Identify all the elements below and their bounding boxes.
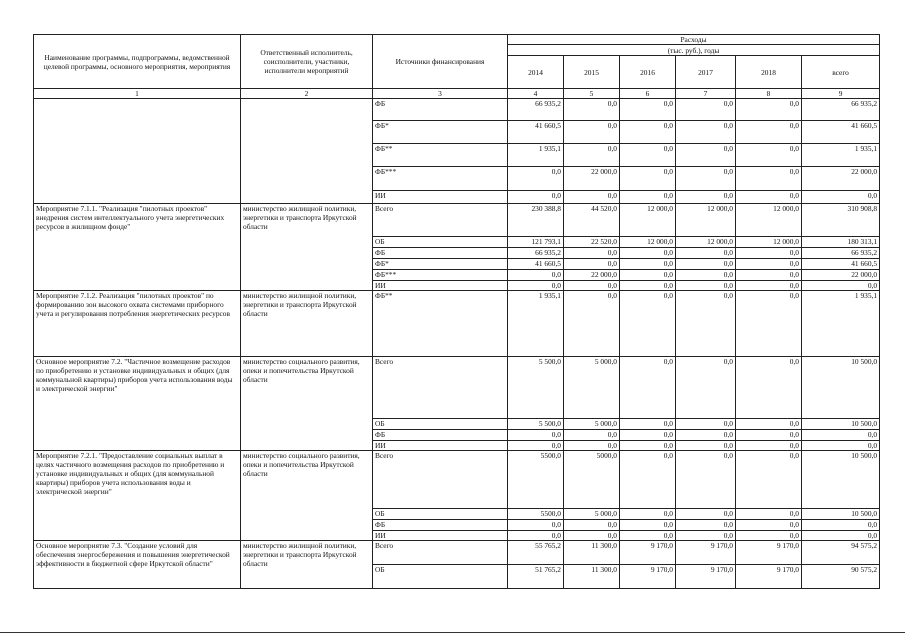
amount-cell: 12 000,0 bbox=[736, 204, 802, 237]
amount-cell: 0,0 bbox=[620, 291, 676, 357]
amount-cell: 0,0 bbox=[564, 520, 620, 531]
amount-cell: 0,0 bbox=[620, 430, 676, 441]
amount-cell: 0,0 bbox=[676, 144, 736, 167]
amount-cell: 11 300,0 bbox=[564, 565, 620, 589]
amount-cell: 121 793,1 bbox=[508, 237, 564, 248]
amount-cell: 22 000,0 bbox=[802, 270, 880, 281]
amount-cell: 1 935,1 bbox=[802, 291, 880, 357]
header-funding-source: Источники финансирования bbox=[373, 35, 508, 89]
header-year: всего bbox=[802, 56, 880, 89]
program-name-cell: Основное мероприятие 7.3. "Создание условий для обеспечения энергосбережения и повышения энергетической эффективности в бюджетной сфере Иркутской области" bbox=[34, 541, 241, 589]
amount-cell: 0,0 bbox=[508, 520, 564, 531]
funding-source-cell: ФБ** bbox=[373, 144, 508, 167]
funding-source-cell: ФБ** bbox=[373, 291, 508, 357]
amount-cell: 0,0 bbox=[676, 191, 736, 204]
funding-source-cell: ФБ bbox=[373, 430, 508, 441]
amount-cell: 1 935,1 bbox=[802, 144, 880, 167]
amount-cell: 0,0 bbox=[676, 357, 736, 419]
amount-cell: 0,0 bbox=[802, 430, 880, 441]
header-year: 2016 bbox=[620, 56, 676, 89]
amount-cell: 9 170,0 bbox=[620, 541, 676, 565]
funding-source-cell: Всего bbox=[373, 451, 508, 509]
header-column-number: 3 bbox=[373, 89, 508, 99]
amount-cell: 0,0 bbox=[620, 270, 676, 281]
amount-cell: 0,0 bbox=[676, 451, 736, 509]
amount-cell: 12 000,0 bbox=[676, 237, 736, 248]
responsible-cell bbox=[241, 99, 373, 204]
amount-cell: 5500,0 bbox=[508, 451, 564, 509]
amount-cell: 0,0 bbox=[564, 99, 620, 121]
amount-cell: 180 313,1 bbox=[802, 237, 880, 248]
amount-cell: 41 660,5 bbox=[802, 121, 880, 144]
responsible-cell: министерство жилищной политики, энергетики и транспорта Иркутской области bbox=[241, 541, 373, 589]
table-row bbox=[34, 204, 880, 237]
amount-cell: 66 935,2 bbox=[802, 99, 880, 121]
amount-cell: 0,0 bbox=[802, 531, 880, 541]
amount-cell: 0,0 bbox=[736, 509, 802, 520]
amount-cell: 0,0 bbox=[676, 291, 736, 357]
funding-source-cell: Всего bbox=[373, 204, 508, 237]
responsible-cell: министерство жилищной политики, энергетики и транспорта Иркутской области bbox=[241, 204, 373, 291]
funding-source-cell: ФБ bbox=[373, 248, 508, 259]
amount-cell: 0,0 bbox=[564, 121, 620, 144]
amount-cell: 11 300,0 bbox=[564, 541, 620, 565]
amount-cell: 0,0 bbox=[620, 531, 676, 541]
amount-cell: 0,0 bbox=[564, 191, 620, 204]
table-row bbox=[34, 291, 880, 357]
amount-cell: 51 765,2 bbox=[508, 565, 564, 589]
page-bottom-edge bbox=[0, 632, 905, 633]
header-expenses: Расходы bbox=[508, 35, 880, 45]
funding-source-cell: ИИ bbox=[373, 531, 508, 541]
amount-cell: 0,0 bbox=[802, 191, 880, 204]
amount-cell: 41 660,5 bbox=[508, 121, 564, 144]
amount-cell: 0,0 bbox=[736, 191, 802, 204]
amount-cell: 0,0 bbox=[736, 99, 802, 121]
amount-cell: 66 935,2 bbox=[802, 248, 880, 259]
amount-cell: 0,0 bbox=[620, 520, 676, 531]
program-name-cell: Мероприятие 7.1.2. Реализация "пилотных проектов" по формированию зон высокого охвата системами приборного учета и регулирования потребления энергетических ресурсов bbox=[34, 291, 241, 357]
amount-cell: 0,0 bbox=[620, 144, 676, 167]
amount-cell: 0,0 bbox=[564, 248, 620, 259]
amount-cell: 0,0 bbox=[508, 441, 564, 451]
amount-cell: 0,0 bbox=[676, 441, 736, 451]
funding-source-cell: ФБ bbox=[373, 99, 508, 121]
header-column-number: 6 bbox=[620, 89, 676, 99]
amount-cell: 0,0 bbox=[676, 509, 736, 520]
header-column-number: 4 bbox=[508, 89, 564, 99]
amount-cell: 0,0 bbox=[620, 99, 676, 121]
amount-cell: 0,0 bbox=[736, 357, 802, 419]
amount-cell: 41 660,5 bbox=[802, 259, 880, 270]
amount-cell: 0,0 bbox=[736, 291, 802, 357]
program-name-cell: Мероприятие 7.1.1. "Реализация "пилотных проектов" внедрения систем интеллектуального учета энергетических ресурсов в жилищном фонде" bbox=[34, 204, 241, 291]
amount-cell: 0,0 bbox=[676, 270, 736, 281]
amount-cell: 0,0 bbox=[620, 419, 676, 430]
amount-cell: 1 935,1 bbox=[508, 144, 564, 167]
amount-cell: 0,0 bbox=[802, 281, 880, 291]
amount-cell: 66 935,2 bbox=[508, 99, 564, 121]
funding-source-cell: ИИ bbox=[373, 191, 508, 204]
amount-cell: 0,0 bbox=[736, 167, 802, 191]
amount-cell: 12 000,0 bbox=[620, 204, 676, 237]
amount-cell: 0,0 bbox=[620, 451, 676, 509]
amount-cell: 0,0 bbox=[564, 259, 620, 270]
amount-cell: 0,0 bbox=[508, 191, 564, 204]
amount-cell: 0,0 bbox=[620, 259, 676, 270]
amount-cell: 44 520,0 bbox=[564, 204, 620, 237]
amount-cell: 22 000,0 bbox=[564, 270, 620, 281]
amount-cell: 10 500,0 bbox=[802, 509, 880, 520]
amount-cell: 0,0 bbox=[676, 520, 736, 531]
amount-cell: 310 908,8 bbox=[802, 204, 880, 237]
amount-cell: 55 765,2 bbox=[508, 541, 564, 565]
amount-cell: 5 500,0 bbox=[508, 419, 564, 430]
amount-cell: 5 000,0 bbox=[564, 419, 620, 430]
header-year: 2018 bbox=[736, 56, 802, 89]
amount-cell: 0,0 bbox=[508, 167, 564, 191]
header-responsible: Ответственный исполнитель, соисполнители, участники, исполнители мероприятий bbox=[241, 35, 373, 89]
amount-cell: 0,0 bbox=[736, 451, 802, 509]
amount-cell: 0,0 bbox=[676, 419, 736, 430]
table-row bbox=[34, 541, 880, 565]
funding-source-cell: ФБ*** bbox=[373, 270, 508, 281]
amount-cell: 0,0 bbox=[676, 248, 736, 259]
amount-cell: 0,0 bbox=[508, 430, 564, 441]
amount-cell: 12 000,0 bbox=[676, 204, 736, 237]
table-row bbox=[34, 451, 880, 509]
header-column-number: 5 bbox=[564, 89, 620, 99]
amount-cell: 9 170,0 bbox=[736, 565, 802, 589]
amount-cell: 0,0 bbox=[736, 419, 802, 430]
amount-cell: 5500,0 bbox=[508, 509, 564, 520]
amount-cell: 0,0 bbox=[620, 281, 676, 291]
amount-cell: 0,0 bbox=[802, 520, 880, 531]
amount-cell: 12 000,0 bbox=[736, 237, 802, 248]
amount-cell: 0,0 bbox=[620, 509, 676, 520]
table-row bbox=[34, 357, 880, 419]
amount-cell: 0,0 bbox=[676, 259, 736, 270]
funding-source-cell: ФБ* bbox=[373, 121, 508, 144]
funding-source-cell: ФБ bbox=[373, 520, 508, 531]
program-name-cell bbox=[34, 99, 241, 204]
amount-cell: 0,0 bbox=[736, 430, 802, 441]
amount-cell: 41 660,5 bbox=[508, 259, 564, 270]
table-row bbox=[34, 99, 880, 121]
funding-source-cell: ФБ*** bbox=[373, 167, 508, 191]
funding-source-cell: ИИ bbox=[373, 441, 508, 451]
funding-source-cell: ОБ bbox=[373, 237, 508, 248]
amount-cell: 9 170,0 bbox=[676, 541, 736, 565]
header-column-number: 9 bbox=[802, 89, 880, 99]
amount-cell: 5 500,0 bbox=[508, 357, 564, 419]
amount-cell: 0,0 bbox=[620, 357, 676, 419]
amount-cell: 0,0 bbox=[508, 531, 564, 541]
funding-source-cell: Всего bbox=[373, 357, 508, 419]
header-year: 2015 bbox=[564, 56, 620, 89]
amount-cell: 94 575,2 bbox=[802, 541, 880, 565]
header-column-number: 7 bbox=[676, 89, 736, 99]
funding-source-cell: ИИ bbox=[373, 281, 508, 291]
amount-cell: 9 170,0 bbox=[620, 565, 676, 589]
amount-cell: 0,0 bbox=[564, 144, 620, 167]
amount-cell: 0,0 bbox=[676, 99, 736, 121]
budget-table bbox=[33, 34, 880, 589]
amount-cell: 0,0 bbox=[508, 281, 564, 291]
amount-cell: 66 935,2 bbox=[508, 248, 564, 259]
amount-cell: 0,0 bbox=[620, 191, 676, 204]
amount-cell: 0,0 bbox=[620, 167, 676, 191]
responsible-cell: министерство жилищной политики, энергетики и транспорта Иркутской области bbox=[241, 291, 373, 357]
header-column-number: 1 bbox=[34, 89, 241, 99]
header-units: (тыс. руб.), годы bbox=[508, 45, 880, 56]
amount-cell: 0,0 bbox=[736, 270, 802, 281]
funding-source-cell: ОБ bbox=[373, 509, 508, 520]
amount-cell: 10 500,0 bbox=[802, 419, 880, 430]
amount-cell: 0,0 bbox=[620, 248, 676, 259]
funding-source-cell: ОБ bbox=[373, 565, 508, 589]
amount-cell: 5 000,0 bbox=[564, 357, 620, 419]
header-program-name: Наименование программы, подпрограммы, ведомственной целевой программы, основного мероприятия, мероприятия bbox=[34, 35, 241, 89]
amount-cell: 0,0 bbox=[620, 121, 676, 144]
amount-cell: 22 000,0 bbox=[564, 167, 620, 191]
amount-cell: 9 170,0 bbox=[676, 565, 736, 589]
amount-cell: 0,0 bbox=[736, 281, 802, 291]
funding-source-cell: ФБ* bbox=[373, 259, 508, 270]
amount-cell: 9 170,0 bbox=[736, 541, 802, 565]
amount-cell: 0,0 bbox=[676, 167, 736, 191]
header-column-number: 8 bbox=[736, 89, 802, 99]
amount-cell: 10 500,0 bbox=[802, 451, 880, 509]
amount-cell: 5000,0 bbox=[564, 451, 620, 509]
funding-source-cell: Всего bbox=[373, 541, 508, 565]
amount-cell: 90 575,2 bbox=[802, 565, 880, 589]
amount-cell: 0,0 bbox=[736, 121, 802, 144]
amount-cell: 0,0 bbox=[564, 531, 620, 541]
responsible-cell: министерство социального развития, опеки и попечительства Иркутской области bbox=[241, 451, 373, 541]
program-name-cell: Мероприятие 7.2.1. "Предоставление социальных выплат в целях частичного возмещения расходов по приобретению и установке индивидуальных и общих (для коммунальной квартиры) приборов учета использования воды и электрической энергии" bbox=[34, 451, 241, 541]
amount-cell: 1 935,1 bbox=[508, 291, 564, 357]
amount-cell: 0,0 bbox=[736, 441, 802, 451]
amount-cell: 0,0 bbox=[736, 520, 802, 531]
amount-cell: 10 500,0 bbox=[802, 357, 880, 419]
amount-cell: 12 000,0 bbox=[620, 237, 676, 248]
header-year: 2014 bbox=[508, 56, 564, 89]
amount-cell: 0,0 bbox=[736, 259, 802, 270]
amount-cell: 0,0 bbox=[802, 441, 880, 451]
amount-cell: 0,0 bbox=[736, 248, 802, 259]
program-name-cell: Основное мероприятие 7.2. "Частичное возмещение расходов по приобретению и установке индивидуальных и общих (для коммунальной квартиры) приборов учета использования воды и электрической энергии" bbox=[34, 357, 241, 451]
amount-cell: 0,0 bbox=[676, 121, 736, 144]
amount-cell: 0,0 bbox=[564, 281, 620, 291]
amount-cell: 0,0 bbox=[676, 531, 736, 541]
header-column-number: 2 bbox=[241, 89, 373, 99]
funding-source-cell: ОБ bbox=[373, 419, 508, 430]
amount-cell: 0,0 bbox=[564, 430, 620, 441]
amount-cell: 0,0 bbox=[736, 531, 802, 541]
amount-cell: 0,0 bbox=[676, 281, 736, 291]
amount-cell: 22 000,0 bbox=[802, 167, 880, 191]
amount-cell: 0,0 bbox=[620, 441, 676, 451]
amount-cell: 5 000,0 bbox=[564, 509, 620, 520]
amount-cell: 0,0 bbox=[564, 291, 620, 357]
amount-cell: 0,0 bbox=[564, 441, 620, 451]
header-year: 2017 bbox=[676, 56, 736, 89]
responsible-cell: министерство социального развития, опеки и попечительства Иркутской области bbox=[241, 357, 373, 451]
amount-cell: 0,0 bbox=[676, 430, 736, 441]
amount-cell: 0,0 bbox=[508, 270, 564, 281]
amount-cell: 230 388,8 bbox=[508, 204, 564, 237]
amount-cell: 22 520,0 bbox=[564, 237, 620, 248]
amount-cell: 0,0 bbox=[736, 144, 802, 167]
